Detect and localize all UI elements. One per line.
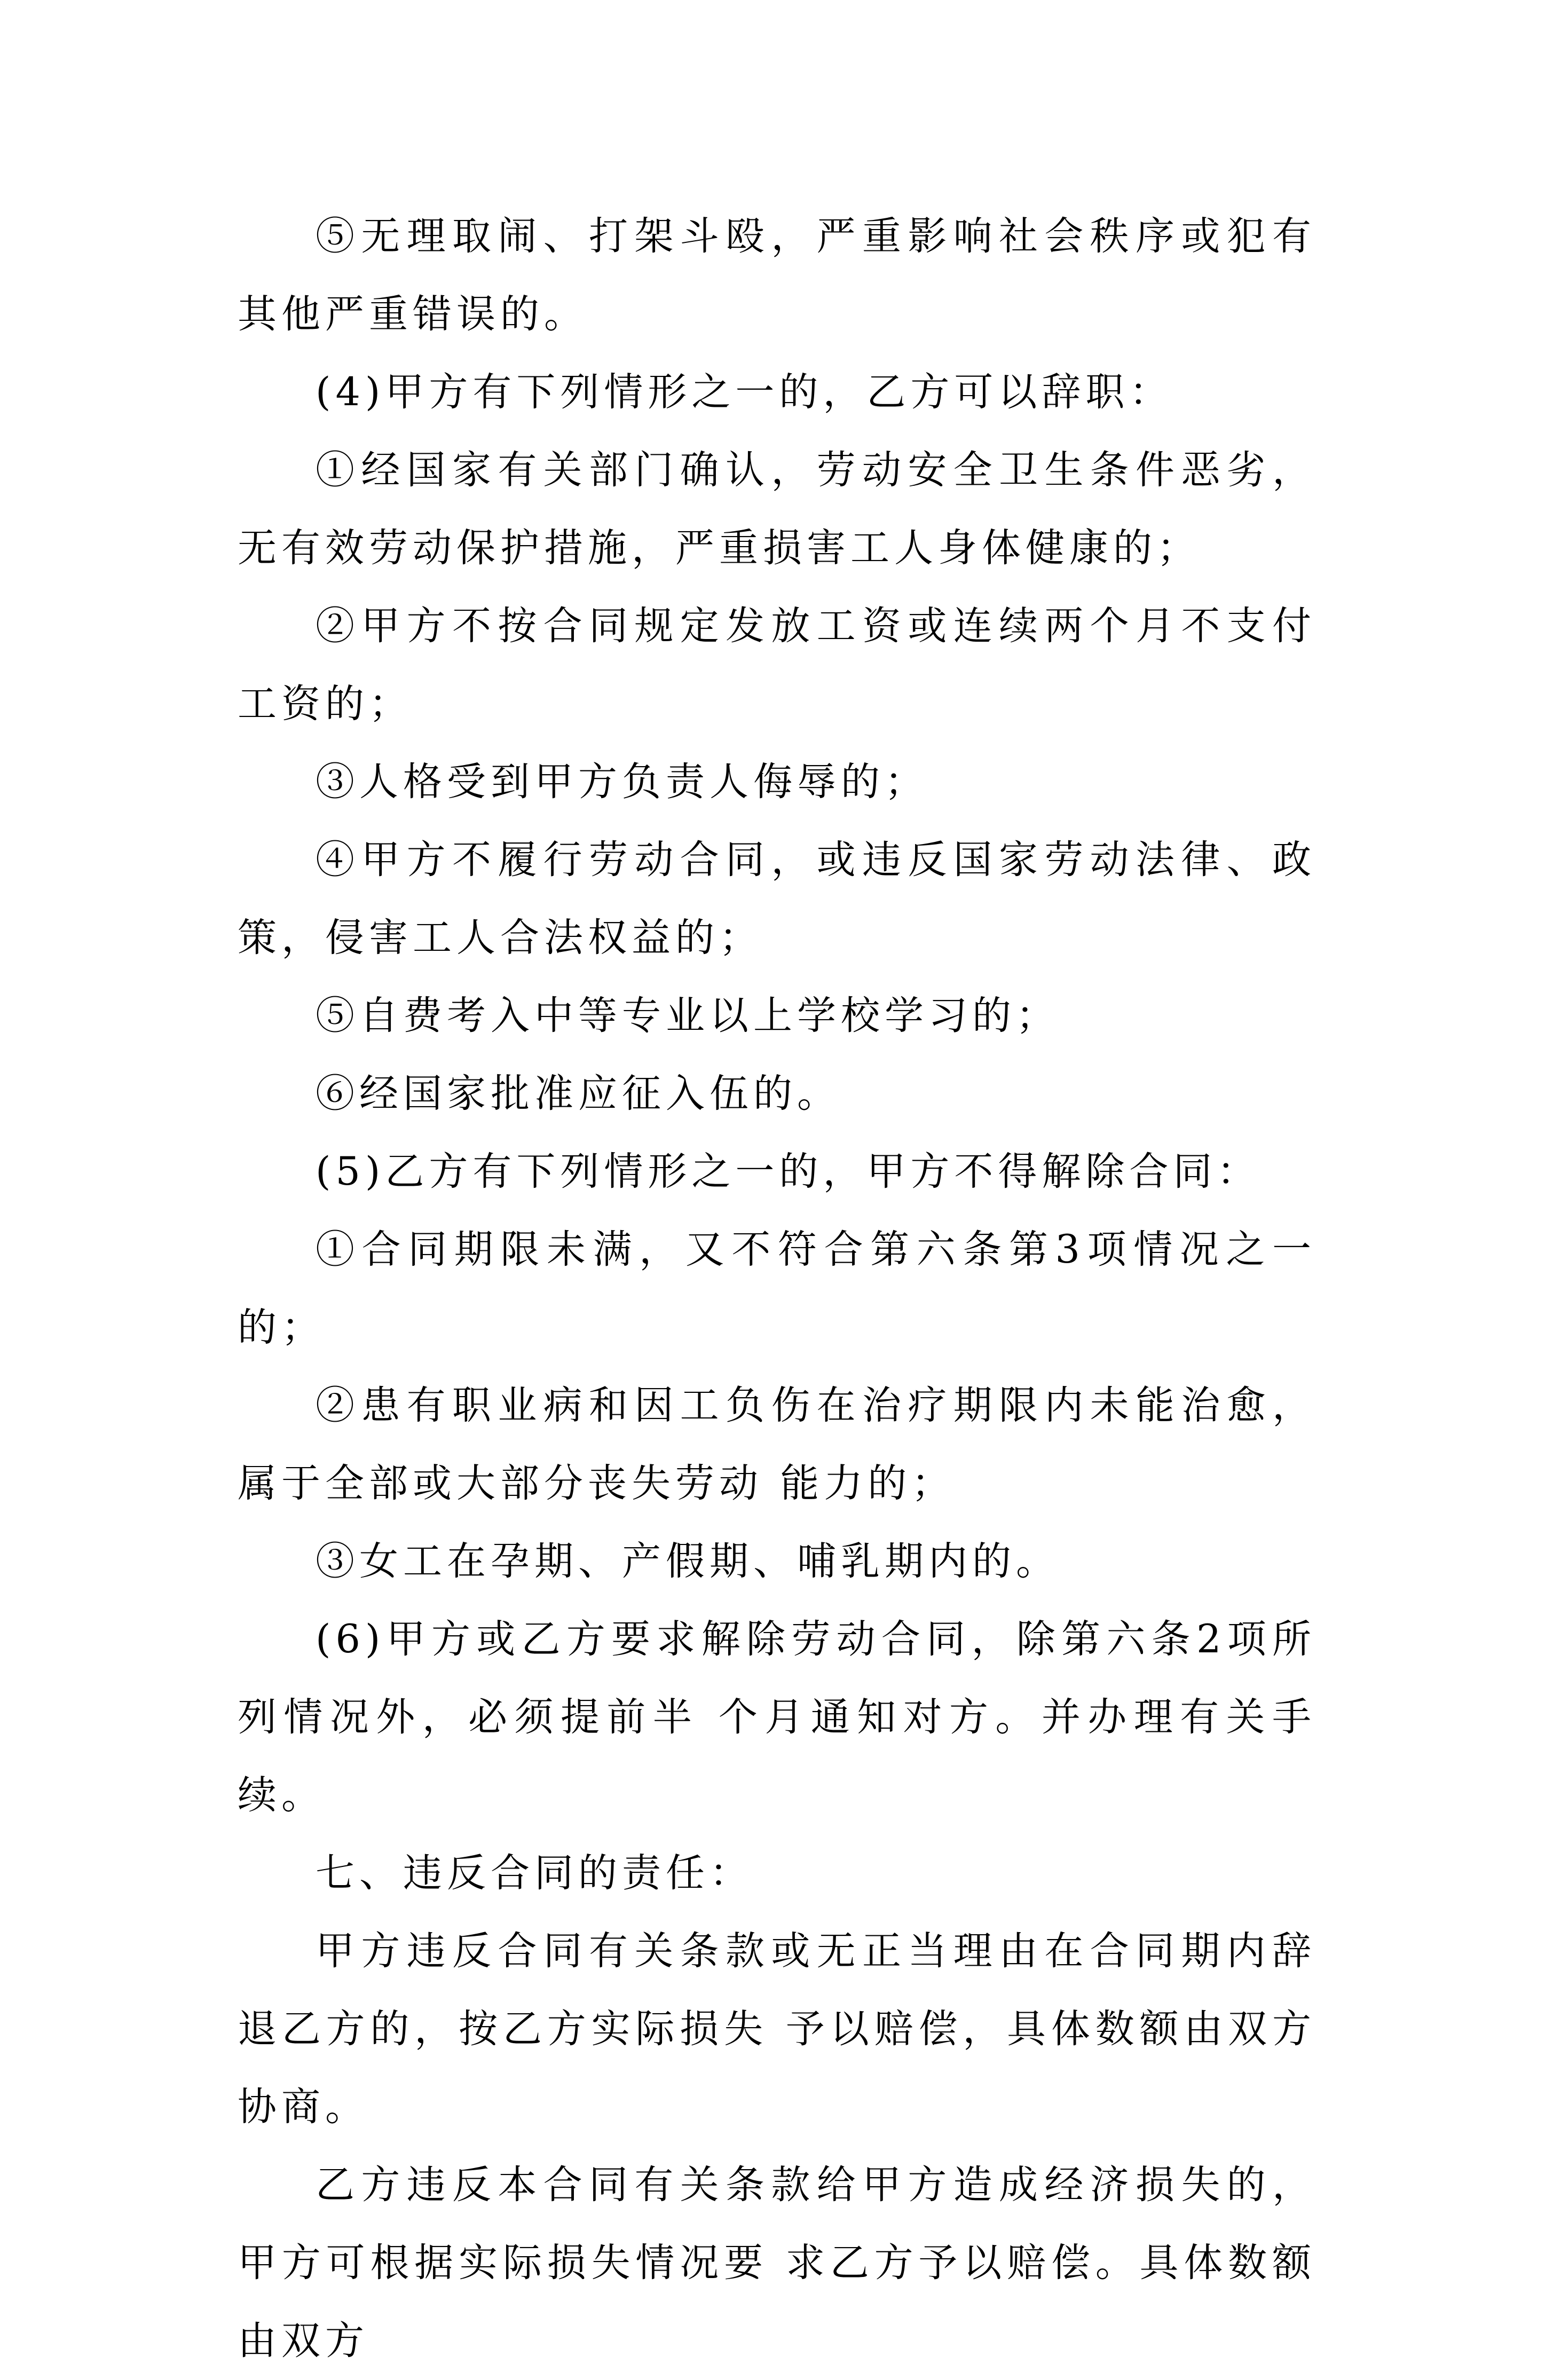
paragraph-item-5-study: ⑤自费考入中等专业以上学校学习的； xyxy=(316,993,1060,1038)
paragraph-item-4-breach: ④甲方不履行劳动合同，或违反国家劳动法律、政策，侵害工人合法权益的； xyxy=(238,837,1316,960)
paragraph-section-5-heading: (5)乙方有下列情形之一的，甲方不得解除合同： xyxy=(316,1149,1261,1194)
paragraph-section-6-notice: (6)甲方或乙方要求解除劳动合同，除第六条2项所列情况外，必须提前半 个月通知对方。并办理有关手续。 xyxy=(238,1617,1316,1818)
document-body xyxy=(238,198,1316,2380)
paragraph-item-2-injury: ②患有职业病和因工负伤在治疗期限内未能治愈，属于全部或大部分丧失劳动 能力的； xyxy=(238,1383,1316,1506)
paragraph-article-7-heading: 七、违反合同的责任： xyxy=(316,1850,753,1896)
paragraph-party-a-liability: 甲方违反合同有关条款或无正当理由在合同期内辞退乙方的，按乙方实际损失 予以赔偿，具体数额由双方协商。 xyxy=(238,1928,1316,2130)
paragraph-section-4-heading: (4)甲方有下列情形之一的，乙方可以辞职： xyxy=(316,369,1173,415)
paragraph-item-6-military: ⑥经国家批准应征入伍的。 xyxy=(316,1071,841,1116)
paragraph-item-3-insult: ③人格受到甲方负责人侮辱的； xyxy=(316,759,928,805)
paragraph-party-b-liability: 乙方违反本合同有关条款给甲方造成经济损失的，甲方可根据实际损失情况要 求乙方予以赔偿。具体数额由双方 xyxy=(238,2162,1316,2363)
paragraph-item-1-unsafe-conditions: ①经国家有关部门确认，劳动安全卫生条件恶劣，无有效劳动保护措施，严重损害工人身体健康的； xyxy=(238,447,1316,571)
paragraph-item-2-unpaid-wages: ②甲方不按合同规定发放工资或连续两个月不支付工资的； xyxy=(238,603,1316,727)
paragraph-item-3-maternity: ③女工在孕期、产假期、哺乳期内的。 xyxy=(316,1539,1060,1584)
paragraph-item-1-term: ①合同期限未满，又不符合第六条第3项情况之一的； xyxy=(238,1227,1316,1350)
paragraph-clause-5-misconduct: ⑤无理取闹、打架斗殴，严重影响社会秩序或犯有其他严重错误的。 xyxy=(238,214,1316,337)
